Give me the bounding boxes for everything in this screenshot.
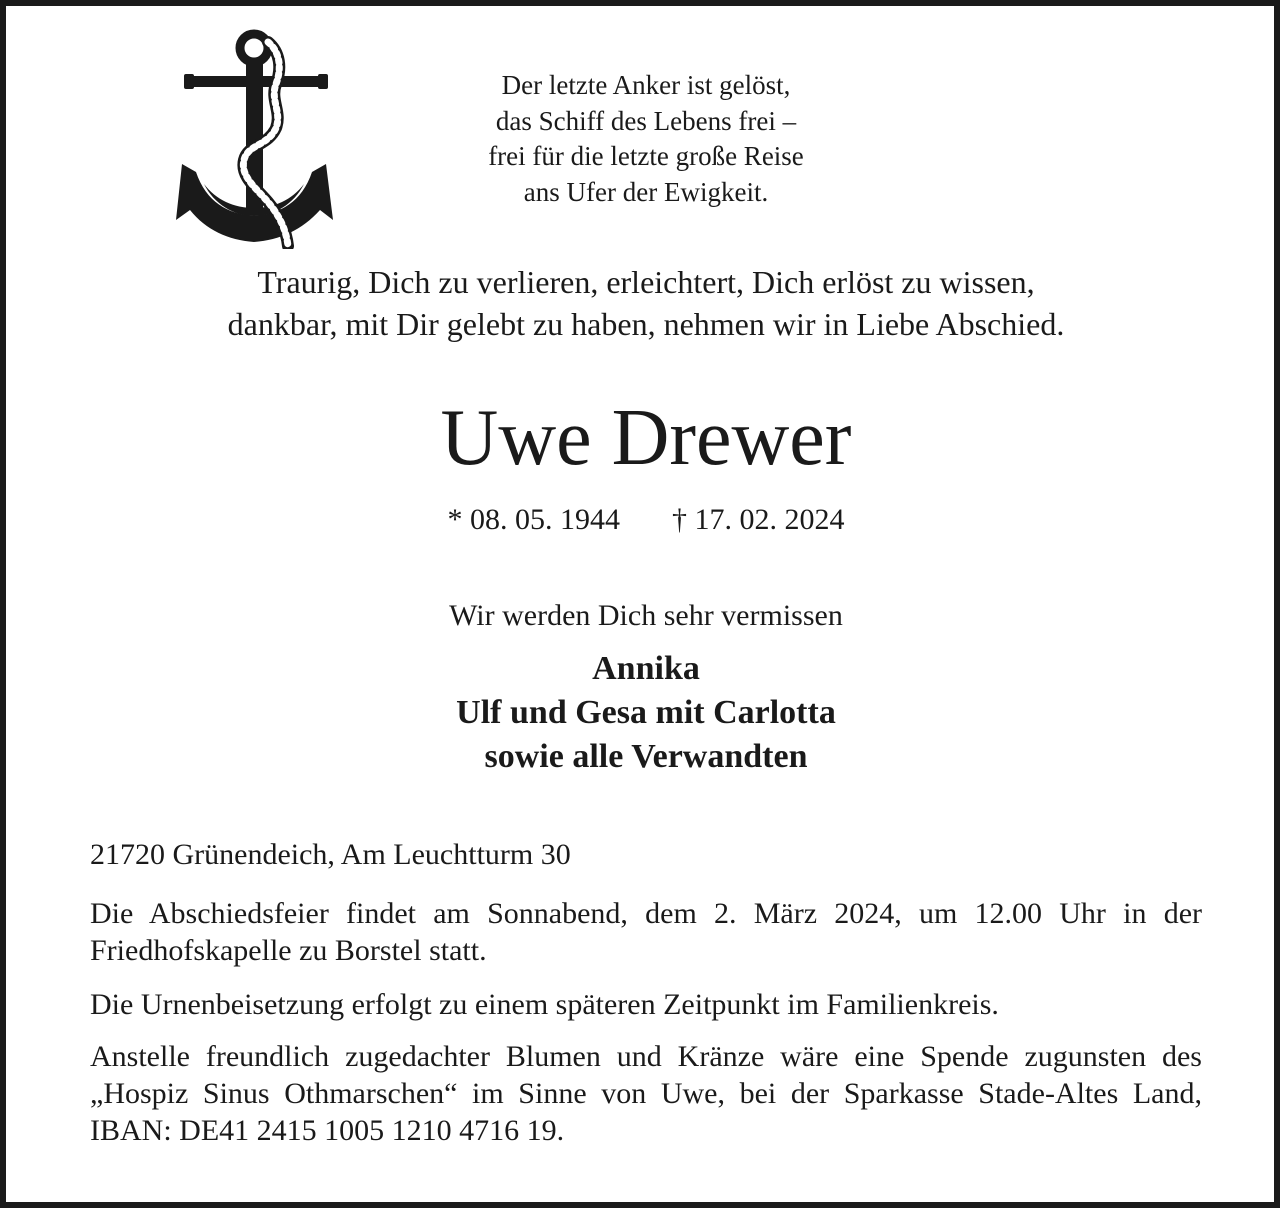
- birth-date: * 08. 05. 1944: [447, 503, 620, 536]
- mourner-line: Ulf und Gesa mit Carlotta: [456, 694, 836, 731]
- death-date: † 17. 02. 2024: [672, 503, 845, 536]
- poem: [446, 68, 846, 210]
- poem-line: frei für die letzte große Reise: [488, 141, 804, 171]
- intro-line: dankbar, mit Dir gelebt zu haben, nehmen wir in Liebe Abschied.: [227, 306, 1065, 342]
- mourners: [96, 647, 1196, 779]
- farewell-line: Wir werden Dich sehr vermissen: [449, 599, 843, 632]
- poem-line: Der letzte Anker ist gelöst,: [501, 70, 791, 100]
- mourner-line: sowie alle Verwandten: [484, 738, 808, 775]
- poem-line: das Schiff des Lebens frei –: [495, 105, 797, 136]
- burial-paragraph: Die Urnenbeisetzung erfolgt zu einem späteren Zeitpunkt im Familienkreis.: [90, 988, 999, 1021]
- address: 21720 Grünendeich, Am Leuchtturm 30: [90, 838, 571, 871]
- life-dates: [96, 500, 1196, 540]
- intro-text: [96, 261, 1196, 345]
- mourner-line: Annika: [592, 650, 700, 687]
- donation-paragraph: Anstelle freundlich zugedachter Blumen und Kränze wäre eine Spende zugunsten des „Hospiz Sinus Othmarschen“ im Sinne von Uwe, bei der Sparkasse Stade-Altes Land, IBAN: DE41 2415 1005 1210 4716 19.: [90, 1040, 1202, 1147]
- intro-line: Traurig, Dich zu verlieren, erleichtert, Dich erlöst zu wissen,: [257, 264, 1035, 300]
- poem-line: ans Ufer der Ewigkeit.: [523, 176, 769, 207]
- anchor-icon: [176, 24, 346, 249]
- ceremony-paragraph: Die Abschiedsfeier findet am Sonnabend, dem 2. März 2024, um 12.00 Uhr in der Friedhofskapelle zu Borstel statt.: [90, 897, 1202, 967]
- deceased-name: Uwe Drewer: [440, 394, 852, 482]
